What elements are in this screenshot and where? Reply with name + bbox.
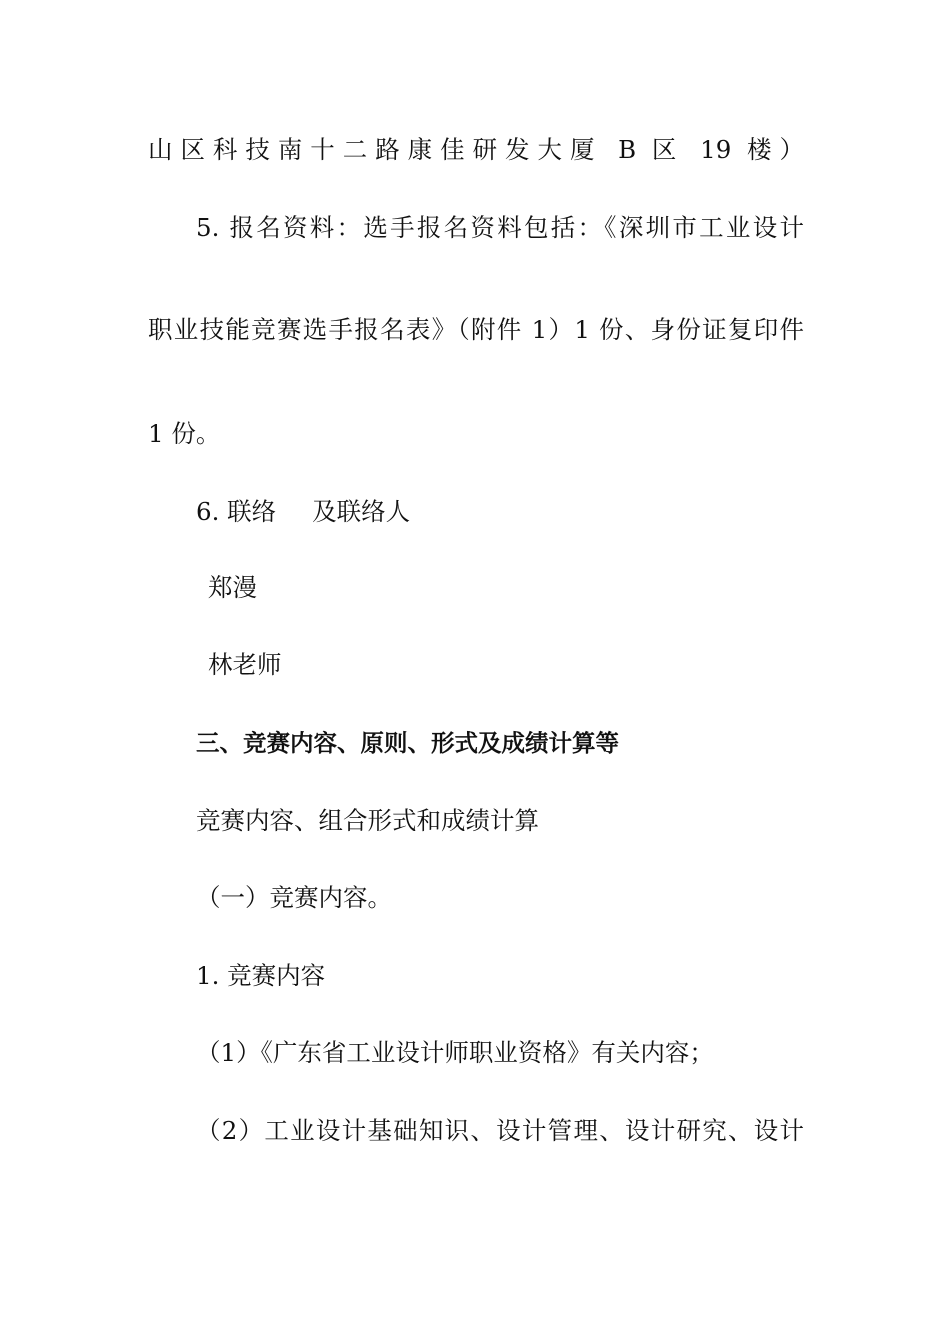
subsection-title: 竞赛内容、组合形式和成绩计算 bbox=[196, 806, 539, 835]
section-three-heading: 三、竞赛内容、原则、形式及成绩计算等 bbox=[196, 729, 619, 757]
content-item-1: （1）《广东省工业设计师职业资格》有关内容； bbox=[196, 1038, 714, 1067]
item-1-competition-content: 1. 竞赛内容 bbox=[196, 961, 326, 990]
content-item-2: （2）工业设计基础知识、设计管理、设计研究、设计 bbox=[196, 1116, 804, 1145]
item-6-contact bbox=[196, 495, 410, 529]
subsection-one-title: （一）竞赛内容。 bbox=[196, 883, 392, 912]
item-5-registration-materials-end: 1 份。 bbox=[148, 419, 221, 448]
contact-name-lin: 林老师 bbox=[208, 650, 282, 679]
contact-name-zheng: 郑漫 bbox=[208, 573, 257, 602]
item-5-registration-materials: 5. 报名资料：选手报名资料包括：《深圳市工业设计 bbox=[196, 213, 804, 242]
item-5-registration-materials-continued: 职业技能竞赛选手报名表》（附件 1）1 份、身份证复印件 bbox=[148, 315, 804, 344]
item-6-contact-label: 6. 联络 bbox=[196, 497, 277, 526]
item-6-contact-person-label: 及联络人 bbox=[312, 497, 411, 526]
paragraph-line-address-end: 山区科技南十二路康佳研发大厦 B 区 19 楼） bbox=[148, 135, 804, 164]
